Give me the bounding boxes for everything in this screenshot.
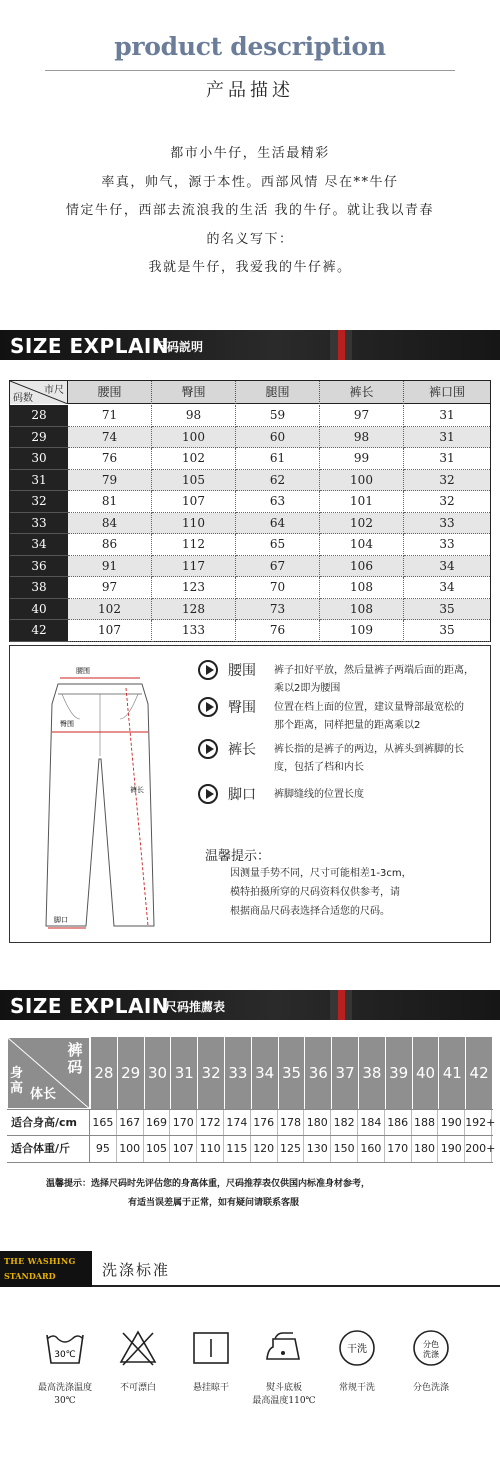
height-cell: 176 xyxy=(251,1110,278,1135)
weight-cell: 105 xyxy=(144,1136,171,1162)
table-cell: 62 xyxy=(236,470,320,492)
table-row xyxy=(10,556,490,578)
recommend-row-height xyxy=(7,1109,496,1136)
copy-line: 率真，帅气，源于本性。西部风情 尽在**牛仔 xyxy=(101,174,399,190)
measure-text xyxy=(274,699,494,735)
weight-cell: 200+ xyxy=(465,1136,492,1162)
table-cell: 35 xyxy=(404,599,490,621)
washing-caption xyxy=(176,1382,246,1395)
caption-line: 最高洗涤温度 xyxy=(37,1383,92,1393)
weight-cell: 110 xyxy=(197,1136,224,1162)
corner-label-height: 身高 xyxy=(10,1066,24,1096)
weight-cell: 125 xyxy=(278,1136,305,1162)
tip-title: 温馨提示： xyxy=(205,849,271,864)
height-cell: 170 xyxy=(170,1110,197,1135)
size-cell: 40 xyxy=(10,599,68,621)
play-icon xyxy=(198,739,218,759)
banner-title-en: SIZE EXPLAIN xyxy=(10,334,170,358)
size-cell: 29 xyxy=(10,427,68,449)
banner-red-stripe xyxy=(338,330,345,360)
measure-text xyxy=(274,741,494,777)
play-icon xyxy=(198,660,218,680)
table-row xyxy=(10,405,490,427)
table-cell: 35 xyxy=(404,620,490,642)
table-cell: 60 xyxy=(236,427,320,449)
product-description xyxy=(0,0,500,300)
corner-label-top: 市尺 xyxy=(44,385,64,396)
size-cell: 36 xyxy=(10,556,68,578)
measure-label: 脚口 xyxy=(228,787,256,803)
measure-text-line: 裤脚缝线的位置长度 xyxy=(274,789,364,800)
table-cell: 117 xyxy=(152,556,236,578)
recommend-size-header: 38 xyxy=(358,1037,385,1109)
table-cell: 61 xyxy=(236,448,320,470)
table-cell: 123 xyxy=(152,577,236,599)
table-cell: 109 xyxy=(320,620,404,642)
recommend-size-header: 28 xyxy=(90,1037,117,1109)
table-row xyxy=(10,491,490,513)
table-cell: 106 xyxy=(320,556,404,578)
weight-cell: 150 xyxy=(331,1136,358,1162)
height-cell: 180 xyxy=(304,1110,331,1135)
measurement-guide xyxy=(9,645,491,943)
product-subtitle: 产品描述 xyxy=(206,80,294,101)
height-cell: 174 xyxy=(224,1110,251,1135)
header-hip: 臀围 xyxy=(152,381,236,404)
table-cell: 102 xyxy=(68,599,152,621)
washing-caption xyxy=(103,1382,173,1395)
washing-tag-line1: THE WASHING xyxy=(4,1256,76,1266)
diagram-label-waist: 腰围 xyxy=(76,667,90,675)
title-divider xyxy=(45,70,455,71)
recommend-size-header: 40 xyxy=(412,1037,439,1109)
washing-item xyxy=(176,1327,246,1395)
washing-item xyxy=(30,1327,100,1408)
table-cell: 108 xyxy=(320,577,404,599)
recommend-size-header: 31 xyxy=(170,1037,197,1109)
table-cell: 73 xyxy=(236,599,320,621)
washing-icons xyxy=(0,1295,500,1467)
header-hem: 裤口围 xyxy=(428,385,465,399)
weight-cell: 160 xyxy=(358,1136,385,1162)
size-cell: 28 xyxy=(10,405,68,427)
table-cell: 79 xyxy=(68,470,152,492)
separate-wash-icon xyxy=(410,1327,452,1369)
recommend-size-header: 32 xyxy=(197,1037,224,1109)
measure-text xyxy=(274,662,494,698)
diagram-label-hem: 脚口 xyxy=(54,916,68,924)
table-row xyxy=(10,470,490,492)
washing-tag-line2: STANDARD xyxy=(4,1271,56,1281)
banner-title-en: SIZE EXPLAIN xyxy=(10,994,170,1018)
table-cell: 34 xyxy=(404,577,490,599)
caption-line: 熨斗底板 xyxy=(265,1383,302,1393)
table-cell: 100 xyxy=(320,470,404,492)
table-cell: 107 xyxy=(152,491,236,513)
measure-text-line: 裤子扣好平放，然后量裤子两端后面的距离， xyxy=(274,665,474,676)
product-title: product description xyxy=(114,32,386,61)
size-chart-table xyxy=(9,380,491,642)
washing-item xyxy=(396,1327,466,1395)
height-cell: 178 xyxy=(278,1110,305,1135)
table-corner xyxy=(10,381,68,404)
corner-label-body: 体长 xyxy=(30,1087,57,1102)
table-cell: 102 xyxy=(152,448,236,470)
tip-text xyxy=(230,864,490,921)
washing-item xyxy=(249,1327,319,1408)
height-cell: 167 xyxy=(117,1110,144,1135)
table-row xyxy=(10,534,490,556)
measure-text xyxy=(274,786,494,804)
washing-caption xyxy=(249,1382,319,1408)
size-cell: 31 xyxy=(10,470,68,492)
table-cell: 70 xyxy=(236,577,320,599)
table-cell: 84 xyxy=(68,513,152,535)
table-header xyxy=(10,381,490,404)
diagram-label-length: 裤长 xyxy=(130,786,144,794)
table-row xyxy=(10,577,490,599)
recommend-row-weight xyxy=(7,1136,496,1163)
measure-text-line: 裤长指的是裤子的两边，从裤头到裤脚的长 xyxy=(274,744,464,755)
copy-line: 我就是牛仔，我爱我的牛仔裤。 xyxy=(148,260,352,275)
recommend-corner xyxy=(7,1037,90,1109)
size-cell: 33 xyxy=(10,513,68,535)
measure-text-line: 乘以2即为腰围 xyxy=(274,683,341,694)
table-cell: 63 xyxy=(236,491,320,513)
table-cell: 104 xyxy=(320,534,404,556)
table-cell: 67 xyxy=(236,556,320,578)
table-cell: 33 xyxy=(404,513,490,535)
table-cell: 98 xyxy=(152,405,236,427)
table-cell: 101 xyxy=(320,491,404,513)
table-cell: 31 xyxy=(404,405,490,427)
table-cell: 100 xyxy=(152,427,236,449)
note-line: 温馨提示：选择尺码时先评估您的身高体重，尺码推荐表仅供国内标准身材参考， xyxy=(46,1179,371,1189)
table-cell: 128 xyxy=(152,599,236,621)
washing-title: 洗涤标准 xyxy=(102,1261,171,1279)
play-icon xyxy=(198,697,218,717)
table-cell: 31 xyxy=(404,427,490,449)
size-cell: 42 xyxy=(10,620,68,642)
weight-cell: 120 xyxy=(251,1136,278,1162)
recommend-size-header: 29 xyxy=(117,1037,144,1109)
banner-red-stripe xyxy=(338,990,345,1020)
table-cell: 91 xyxy=(68,556,152,578)
washing-caption xyxy=(30,1382,100,1408)
table-cell: 65 xyxy=(236,534,320,556)
measure-label: 腰围 xyxy=(228,663,256,679)
measure-label: 裤长 xyxy=(228,742,256,758)
caption-line: 不可漂白 xyxy=(119,1383,156,1393)
row-label: 适合身高/cm xyxy=(7,1110,90,1135)
caption-line: 悬挂晾干 xyxy=(192,1383,229,1393)
table-cell: 31 xyxy=(404,448,490,470)
recommend-size-header: 41 xyxy=(438,1037,465,1109)
height-cell: 172 xyxy=(197,1110,224,1135)
banner-title-cn: 尺码推薦表 xyxy=(165,1000,226,1014)
washing-header xyxy=(0,1251,500,1287)
measure-text-line: 位置在档上面的位置，建议量臀部最宽松的 xyxy=(274,702,464,713)
height-cell: 188 xyxy=(412,1110,439,1135)
size-cell: 30 xyxy=(10,448,68,470)
dry-clean-icon xyxy=(336,1327,378,1369)
table-cell: 112 xyxy=(152,534,236,556)
size-cell: 34 xyxy=(10,534,68,556)
wash-30-icon xyxy=(44,1327,86,1369)
table-cell: 74 xyxy=(68,427,152,449)
table-cell: 64 xyxy=(236,513,320,535)
table-cell: 33 xyxy=(404,534,490,556)
weight-cell: 100 xyxy=(117,1136,144,1162)
recommend-note xyxy=(0,1175,500,1213)
recommend-size-header: 33 xyxy=(224,1037,251,1109)
separate-wash-text: 洗涤 xyxy=(423,1350,439,1359)
size-explain-banner xyxy=(0,330,500,360)
tip-line: 因测量手势不同，尺寸可能相差1-3cm， xyxy=(230,868,412,879)
recommend-size-header: 37 xyxy=(331,1037,358,1109)
table-cell: 32 xyxy=(404,491,490,513)
table-cell: 133 xyxy=(152,620,236,642)
wash-temp-text: 30℃ xyxy=(54,1350,76,1360)
measure-text-line: 度，包括了档和内长 xyxy=(274,762,364,773)
weight-cell: 107 xyxy=(170,1136,197,1162)
weight-cell: 95 xyxy=(90,1136,117,1162)
measure-text-line: 那个距离，同样把量的距离乘以2 xyxy=(274,720,421,731)
table-cell: 102 xyxy=(320,513,404,535)
table-cell: 34 xyxy=(404,556,490,578)
weight-cell: 190 xyxy=(438,1136,465,1162)
weight-cell: 115 xyxy=(224,1136,251,1162)
table-cell: 108 xyxy=(320,599,404,621)
banner-title-cn: 尺码説明 xyxy=(155,340,204,354)
header-length: 裤长 xyxy=(320,381,404,404)
table-cell: 105 xyxy=(152,470,236,492)
table-cell: 110 xyxy=(152,513,236,535)
height-cell: 182 xyxy=(331,1110,358,1135)
table-cell: 81 xyxy=(68,491,152,513)
recommend-size-header: 34 xyxy=(251,1037,278,1109)
weight-cell: 130 xyxy=(304,1136,331,1162)
caption-line: 分色洗涤 xyxy=(412,1383,449,1393)
recommend-size-header: 39 xyxy=(385,1037,412,1109)
header-thigh: 腿围 xyxy=(236,381,320,404)
corner-label-size: 裤码 xyxy=(67,1041,83,1076)
washing-item xyxy=(103,1327,173,1395)
size-cell: 38 xyxy=(10,577,68,599)
caption-line: 常规干洗 xyxy=(338,1383,375,1393)
table-cell: 71 xyxy=(68,405,152,427)
tip-line: 模特拍摄所穿的尺码资料仅供参考，请 xyxy=(230,887,400,898)
header-waist: 腰围 xyxy=(68,381,152,404)
tip-line: 根据商品尺码表选择合适您的尺码。 xyxy=(230,906,390,917)
table-cell: 59 xyxy=(236,405,320,427)
caption-line: 30℃ xyxy=(54,1396,76,1406)
height-cell: 165 xyxy=(90,1110,117,1135)
hang-dry-icon xyxy=(190,1327,232,1369)
corner-label-bottom: 码数 xyxy=(13,393,33,404)
copy-line: 的名义写下： xyxy=(206,231,294,247)
washing-tag xyxy=(0,1251,92,1287)
recommend-size-header: 30 xyxy=(144,1037,171,1109)
table-row xyxy=(10,448,490,470)
iron-icon xyxy=(263,1327,305,1369)
caption-line: 最高温度110℃ xyxy=(252,1396,316,1406)
height-cell: 184 xyxy=(358,1110,385,1135)
size-cell: 32 xyxy=(10,491,68,513)
table-cell: 86 xyxy=(68,534,152,556)
copy-line: 情定牛仔，西部去流浪我的生活 我的牛仔。就让我以青春 xyxy=(65,203,435,218)
table-cell: 76 xyxy=(236,620,320,642)
recommend-size-header: 36 xyxy=(304,1037,331,1109)
no-bleach-icon xyxy=(117,1327,159,1369)
washing-caption xyxy=(322,1382,392,1395)
row-label: 适合体重/斤 xyxy=(7,1136,90,1162)
table-row xyxy=(10,620,490,642)
separate-wash-text: 分色 xyxy=(423,1340,439,1349)
product-copy xyxy=(30,140,470,283)
height-cell: 190 xyxy=(438,1110,465,1135)
table-row xyxy=(10,427,490,449)
play-icon xyxy=(198,784,218,804)
measure-label: 臀围 xyxy=(228,700,256,716)
height-cell: 192+ xyxy=(465,1110,492,1135)
weight-cell: 180 xyxy=(412,1136,439,1162)
table-row xyxy=(10,599,490,621)
table-row xyxy=(10,513,490,535)
table-cell: 76 xyxy=(68,448,152,470)
size-recommend-banner xyxy=(0,990,500,1020)
table-cell: 107 xyxy=(68,620,152,642)
table-cell: 97 xyxy=(68,577,152,599)
washing-caption xyxy=(396,1382,466,1395)
height-cell: 169 xyxy=(144,1110,171,1135)
height-cell: 186 xyxy=(385,1110,412,1135)
recommend-size-header: 35 xyxy=(278,1037,305,1109)
pants-diagram xyxy=(40,664,160,934)
table-cell: 99 xyxy=(320,448,404,470)
table-cell: 32 xyxy=(404,470,490,492)
weight-cell: 170 xyxy=(385,1136,412,1162)
recommend-size-header: 42 xyxy=(465,1037,492,1109)
dry-clean-text: 干洗 xyxy=(347,1344,367,1355)
note-line: 有适当误差属于正常，如有疑问请联系客服 xyxy=(128,1198,300,1208)
table-cell: 98 xyxy=(320,427,404,449)
copy-line: 都市小牛仔，生活最精彩 xyxy=(170,146,330,161)
diagram-label-hip: 臀围 xyxy=(60,720,74,728)
size-recommend-table xyxy=(7,1037,496,1162)
washing-item xyxy=(322,1327,392,1395)
table-cell: 97 xyxy=(320,405,404,427)
